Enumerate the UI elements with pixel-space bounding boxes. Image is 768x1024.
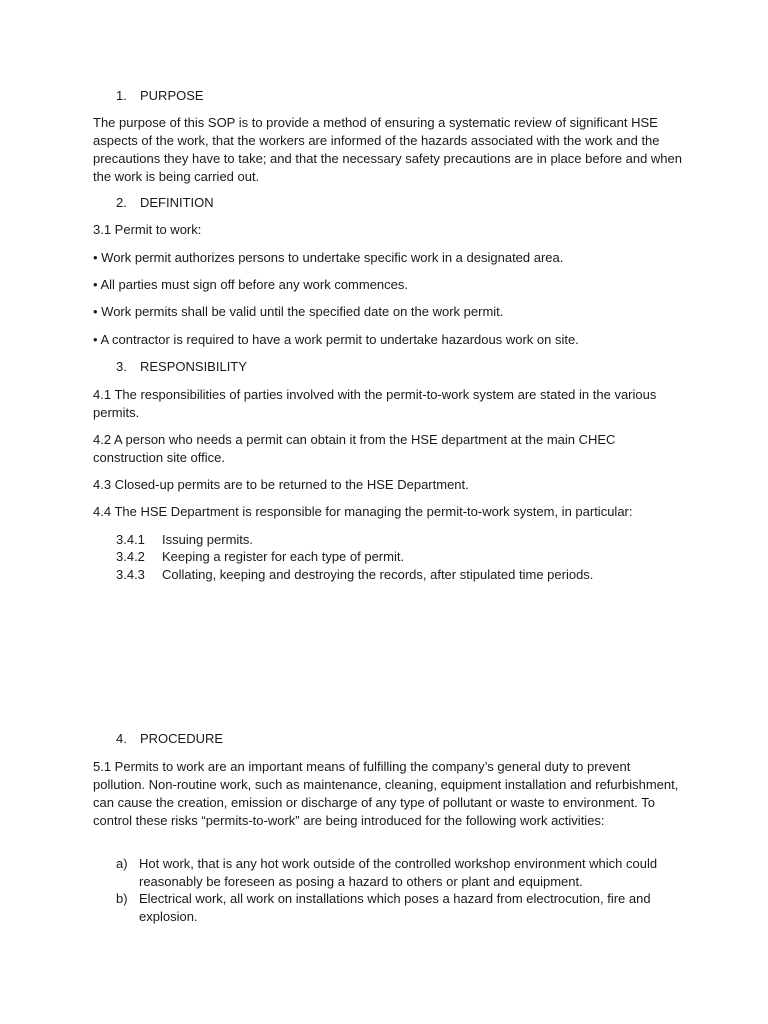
responsibility-4-1: 4.1 The responsibilities of parties involved with the permit-to-work system are stated in the various permits. [93, 387, 657, 420]
definition-intro: 3.1 Permit to work: [93, 222, 202, 237]
heading-purpose [116, 87, 204, 105]
responsibility-4-2: 4.2 A person who needs a permit can obtain it from the HSE department at the main CHEC construction site office. [93, 432, 616, 465]
definition-bullet-4: • A contractor is required to have a work permit to undertake hazardous work on site. [93, 332, 579, 347]
heading-number: 2. [116, 195, 127, 210]
heading-definition [116, 194, 214, 212]
responsibility-4-3: 4.3 Closed-up permits are to be returned to the HSE Department. [93, 477, 469, 492]
item-text: Electrical work, all work on installations which poses a hazard from electrocution, fire and explosion. [139, 891, 651, 924]
item-text: Issuing permits. [162, 532, 254, 547]
item-number: 3.4.3 [116, 567, 145, 582]
item-text: Keeping a register for each type of permit. [162, 549, 405, 564]
heading-text: DEFINITION [140, 195, 214, 210]
purpose-paragraph: The purpose of this SOP is to provide a method of ensuring a systematic review of significant HSE aspects of the work, that the workers are informed of the hazards associated with the work and the precautions they have to take; and that the necessary safety precautions are in place before and when the work is being carried out. [93, 115, 682, 184]
procedure-5-1: 5.1 Permits to work are an important means of fulfilling the company’s general duty to prevent pollution. Non-routine work, such as maintenance, cleaning, equipment installation and refurbishment, can cause the creation, emission or discharge of any type of pollutant or waste to environment. To control these risks “permits-to-work” are being introduced for the following work activities: [93, 759, 679, 828]
responsibility-4-4: 4.4 The HSE Department is responsible for managing the permit-to-work system, in particular: [93, 504, 633, 519]
heading-responsibility [116, 358, 247, 376]
item-text: Hot work, that is any hot work outside of the controlled workshop environment which could reasonably be foreseen as posing a hazard to others or plant and equipment. [139, 856, 658, 889]
heading-number: 3. [116, 359, 127, 374]
item-number: 3.4.1 [116, 532, 145, 547]
item-text: Collating, keeping and destroying the records, after stipulated time periods. [162, 567, 594, 582]
heading-text: PROCEDURE [140, 731, 224, 746]
responsibility-item-3-4-1 [116, 531, 253, 549]
procedure-item-b [116, 890, 676, 926]
heading-number: 4. [116, 731, 127, 746]
item-letter: b) [116, 891, 128, 906]
responsibility-item-3-4-3 [116, 566, 593, 584]
heading-procedure [116, 730, 223, 748]
definition-bullet-3: • Work permits shall be valid until the specified date on the work permit. [93, 304, 504, 319]
heading-text: RESPONSIBILITY [140, 359, 247, 374]
procedure-item-a [116, 855, 676, 891]
responsibility-item-3-4-2 [116, 548, 404, 566]
definition-bullet-2: • All parties must sign off before any work commences. [93, 277, 409, 292]
heading-number: 1. [116, 88, 127, 103]
item-number: 3.4.2 [116, 549, 145, 564]
item-letter: a) [116, 856, 128, 871]
definition-bullet-1: • Work permit authorizes persons to undertake specific work in a designated area. [93, 250, 564, 265]
heading-text: PURPOSE [140, 88, 204, 103]
